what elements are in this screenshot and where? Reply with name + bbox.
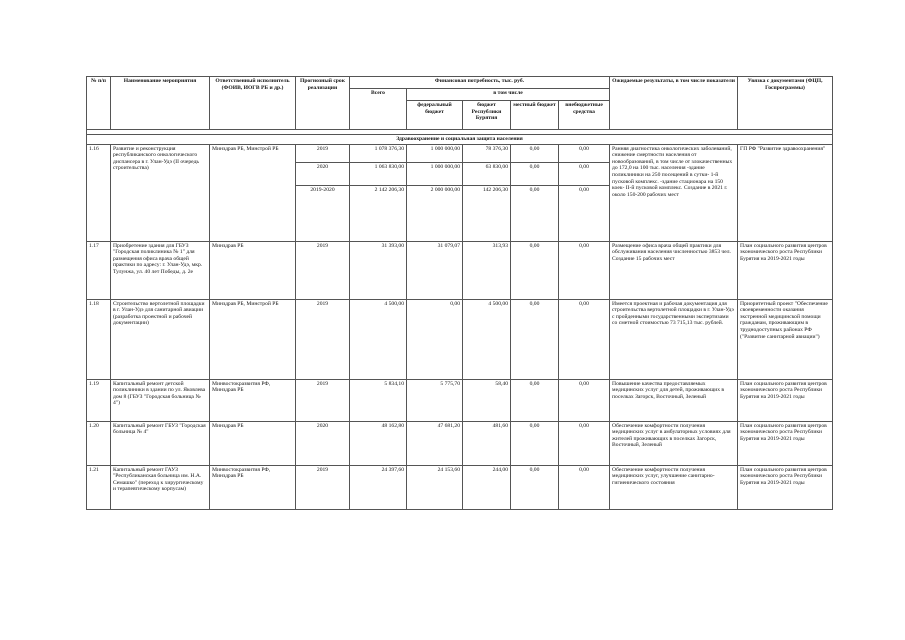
row-term: 2019 xyxy=(296,144,350,162)
row-num: 1.18 xyxy=(87,299,111,379)
header-num: № п/п xyxy=(87,77,111,130)
row-term: 2019 xyxy=(296,241,350,299)
row-federal: 24 153,60 xyxy=(407,465,463,509)
row-term: 2019-2020 xyxy=(296,185,350,241)
row-local: 0,00 xyxy=(511,465,559,509)
row-local: 0,00 xyxy=(511,379,559,421)
row-link: План социального развития центров экономического роста Республики Бурятия на 2019-2021 годы xyxy=(738,465,833,509)
row-num: 1.17 xyxy=(87,241,111,299)
row-name: Капитальный ремонт ГБУЗ "Городская больница № 4" xyxy=(111,421,210,465)
row-link: ГП РФ "Развитие здравоохранения" xyxy=(738,144,833,241)
row-federal: 1 000 000,00 xyxy=(407,144,463,162)
header-finance: Финансовая потребность, тыс. руб. xyxy=(350,77,610,89)
header-extra: внебюджетные средства xyxy=(559,101,610,130)
row-responsible: Минздрав РБ xyxy=(210,421,296,465)
row-extra: 0,00 xyxy=(559,241,610,299)
row-total: 31 393,00 xyxy=(350,241,407,299)
row-result: Обеспечение комфортности получения медицинских услуг, улучшение санитарно-гигиенического состояния xyxy=(610,465,738,509)
row-total: 5 834,10 xyxy=(350,379,407,421)
table-row xyxy=(87,144,833,162)
header-term: Прогнозный срок реализации xyxy=(296,77,350,130)
row-federal: 0,00 xyxy=(407,299,463,379)
row-local: 0,00 xyxy=(511,299,559,379)
row-republic: 481,60 xyxy=(463,421,511,465)
row-local: 0,00 xyxy=(511,421,559,465)
row-total: 1 063 830,00 xyxy=(350,162,407,185)
row-federal: 31 079,07 xyxy=(407,241,463,299)
row-name: Развитие и реконструкция республиканского онкологического диспансера в г. Улан-Удэ (II очередь строительства) xyxy=(111,144,210,241)
row-responsible: Минвостокразвития РФ, Минздрав РБ xyxy=(210,465,296,509)
row-term: 2019 xyxy=(296,465,350,509)
row-name: Капитальный ремонт детской поликлиники в здании по ул. Яковлева дом 8 (ГБУЗ "Городская больница № 4") xyxy=(111,379,210,421)
row-federal: 1 000 000,00 xyxy=(407,162,463,185)
row-republic: 63 830,00 xyxy=(463,162,511,185)
row-num: 1.21 xyxy=(87,465,111,509)
header-result: Ожидаемые результаты, в том числе показатели xyxy=(610,77,738,130)
row-term: 2019 xyxy=(296,379,350,421)
row-extra: 0,00 xyxy=(559,162,610,185)
row-num: 1.19 xyxy=(87,379,111,421)
header-link: Увязка с документами (ФЦП, Госпрограммы) xyxy=(738,77,833,130)
row-result: Размещение офиса врача общей практики для обслуживания населения численностью 3853 чел. Создание 15 рабочих мест xyxy=(610,241,738,299)
row-republic: 58,40 xyxy=(463,379,511,421)
header-republic: бюджет Республики Бурятия xyxy=(463,101,511,130)
table-row xyxy=(87,241,833,299)
row-responsible: Минвостокразвития РФ, Минздрав РБ xyxy=(210,379,296,421)
header-federal: федеральный бюджет xyxy=(407,101,463,130)
row-term: 2019 xyxy=(296,299,350,379)
row-republic: 78 376,30 xyxy=(463,144,511,162)
header-including: в том числе xyxy=(407,89,610,101)
row-federal: 2 000 000,00 xyxy=(407,185,463,241)
row-num: 1.16 xyxy=(87,144,111,241)
row-total: 2 142 206,30 xyxy=(350,185,407,241)
row-result: Обеспечение комфортности получения медицинских услуг в амбулаторных условиях для жителей проживающих в поселках Загорск, Восточный, Зеленый xyxy=(610,421,738,465)
row-term: 2020 xyxy=(296,421,350,465)
row-responsible: Минздрав РБ xyxy=(210,241,296,299)
row-republic: 142 206,30 xyxy=(463,185,511,241)
row-republic: 313,93 xyxy=(463,241,511,299)
row-local: 0,00 xyxy=(511,162,559,185)
header-responsible: Ответственный исполнитель (ФОИВ, ИОГВ РБ и др.) xyxy=(210,77,296,130)
document-page xyxy=(86,76,832,510)
row-link: Приоритетный проект "Обеспечение своевременности оказания экстренной медицинской помощи гражданам, проживающим в труднодоступных районах РФ ("Развитие санитарной авиации") xyxy=(738,299,833,379)
row-local: 0,00 xyxy=(511,241,559,299)
table-row xyxy=(87,421,833,465)
row-total: 1 078 376,30 xyxy=(350,144,407,162)
row-result: Ранняя диагностика онкологических заболеваний, снижение смертности населения от новообразований, в том числе от злокачественных до 172,0 на 100 тыс. населения -здание поликлиники на 250 посещений в сутки- 1-й пусковой комплекс. -здание стационара на 150 коек- II-й пусковой комплекс. Создание в 2021 г. около 150-200 рабочих мест xyxy=(610,144,738,241)
row-republic: 4 500,00 xyxy=(463,299,511,379)
section-title: Здравоохранение и социальная защита населения xyxy=(87,135,833,145)
row-extra: 0,00 xyxy=(559,421,610,465)
row-federal: 5 775,70 xyxy=(407,379,463,421)
row-extra: 0,00 xyxy=(559,144,610,162)
table-row xyxy=(87,379,833,421)
row-extra: 0,00 xyxy=(559,299,610,379)
row-link: План социального развития центров экономического роста Республики Бурятия на 2019-2021 годы xyxy=(738,421,833,465)
row-extra: 0,00 xyxy=(559,465,610,509)
row-total: 4 500,00 xyxy=(350,299,407,379)
row-local: 0,00 xyxy=(511,144,559,162)
row-result: Повышение качества предоставляемых медицинских услуг для детей, проживающих в поселках Загорск, Восточный, Зеленый xyxy=(610,379,738,421)
row-name: Капитальный ремонт ГАУЗ "Республиканская больница им. Н.А. Семашко" (переход к хирургическому и терапевтическому корпусам) xyxy=(111,465,210,509)
row-name: Строительство вертолетной площадки в г. Улан-Удэ для санитарной авиации (разработка проектной и рабочей документации) xyxy=(111,299,210,379)
row-total: 48 162,80 xyxy=(350,421,407,465)
row-republic: 244,00 xyxy=(463,465,511,509)
row-term: 2020 xyxy=(296,162,350,185)
row-name: Приобретение здания для ГБУЗ "Городская поликлиника № 1" для размещения офиса врача общей практики по адресу: г. Улан-Удэ, мкр. Тулунжа, ул. 40 лет Победы, д. 2е xyxy=(111,241,210,299)
row-responsible: Минздрав РБ, Минстрой РБ xyxy=(210,299,296,379)
table-row xyxy=(87,299,833,379)
row-federal: 47 681,20 xyxy=(407,421,463,465)
row-link: План социального развития центров экономического роста Республики Бурятия на 2019-2021 годы xyxy=(738,241,833,299)
table-row xyxy=(87,465,833,509)
row-total: 24 397,60 xyxy=(350,465,407,509)
header-total: Всего xyxy=(350,89,407,130)
row-responsible: Минздрав РБ, Минстрой РБ xyxy=(210,144,296,241)
program-table xyxy=(86,76,833,510)
row-extra: 0,00 xyxy=(559,185,610,241)
row-result: Имеется проектная и рабочая документация для строительства вертолетной площадки в г. Улан-Удэ с пройденными государственными экспертизами со сметной стоимостью 73 715,13 тыс. рублей. xyxy=(610,299,738,379)
row-num: 1.20 xyxy=(87,421,111,465)
header-name: Наименование мероприятия xyxy=(111,77,210,130)
row-local: 0,00 xyxy=(511,185,559,241)
header-local: местный бюджет xyxy=(511,101,559,130)
row-extra: 0,00 xyxy=(559,379,610,421)
row-link: План социального развития центров экономического роста Республики Бурятия на 2019-2021 годы xyxy=(738,379,833,421)
